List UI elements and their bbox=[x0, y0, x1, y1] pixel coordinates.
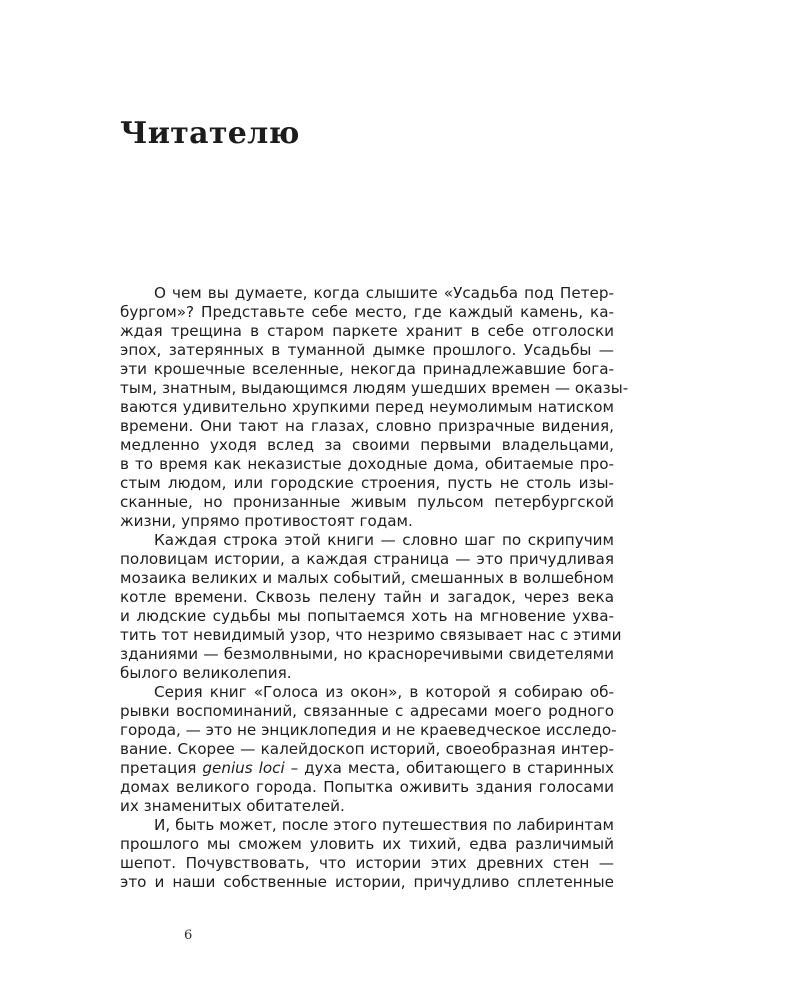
paragraph-3 bbox=[120, 683, 617, 816]
page-title: Читателю bbox=[120, 116, 300, 151]
text-line: мозаика великих и малых событий, смешанных в волшебном bbox=[120, 569, 614, 587]
text-line: города, — это не энциклопедия и не краеведческое исследо- bbox=[120, 721, 617, 739]
text-line: Серия книг «Голоса из окон», в которой я собираю об- bbox=[154, 683, 614, 701]
text-line: шепот. Почувствовать, что истории этих древних стен — bbox=[120, 854, 614, 872]
text-line: котле времени. Сквозь пелену тайн и загадок, через века bbox=[120, 588, 614, 606]
text-line: это и наши собственные истории, причудливо сплетенные bbox=[120, 873, 614, 891]
text-line: тым, знатным, выдающимся людям ушедших времен — оказы- bbox=[120, 379, 629, 397]
body-text bbox=[120, 284, 629, 892]
text-line: претация genius loci – духа места, обитающего в старинных bbox=[120, 759, 614, 777]
text-line: и людские судьбы мы попытаемся хоть на мгновение ухва- bbox=[120, 607, 614, 625]
text-line: вание. Скорее — калейдоскоп историй, своеобразная интер- bbox=[120, 740, 614, 758]
text-line: ваются удивительно хрупкими перед неумолимым натиском bbox=[120, 398, 614, 416]
text-line: жизни, упрямо противостоят годам. bbox=[120, 512, 413, 530]
emphasis: genius loci bbox=[202, 759, 285, 777]
text-line: эти крошечные вселенные, некогда принадлежавшие бога- bbox=[120, 360, 614, 378]
text-line: сканные, но пронизанные живым пульсом петербургской bbox=[120, 493, 614, 511]
text-line: прошлого мы сможем уловить их тихий, едва различимый bbox=[120, 835, 614, 853]
text-line: в то время как неказистые доходные дома, обитаемые про- bbox=[120, 455, 614, 473]
text-line: домах великого города. Попытка оживить здания голосами bbox=[120, 778, 614, 796]
text-line: ждая трещина в старом паркете хранит в себе отголоски bbox=[120, 322, 614, 340]
text-line: рывки воспоминаний, связанные с адресами моего родного bbox=[120, 702, 614, 720]
paragraph-1 bbox=[120, 284, 629, 531]
text-line: половицам истории, а каждая страница — это причудливая bbox=[120, 550, 614, 568]
page-number: 6 bbox=[184, 928, 193, 943]
text-line: былого великолепия. bbox=[120, 664, 292, 682]
text-line: бургом»? Представьте себе место, где каждый камень, ка- bbox=[120, 303, 614, 321]
text-line: медленно уходя вслед за своими первыми владельцами, bbox=[120, 436, 614, 454]
text-line: их знаменитых обитателей. bbox=[120, 797, 345, 815]
text-line: тить тот невидимый узор, что незримо связывает нас с этими bbox=[120, 626, 622, 644]
text-line: стым людом, или городские строения, пусть не столь изы- bbox=[120, 474, 614, 492]
text-line: эпох, затерянных в туманной дымке прошлого. Усадьбы — bbox=[120, 341, 614, 359]
text-line: И, быть может, после этого путешествия по лабиринтам bbox=[154, 816, 614, 834]
paragraph-4 bbox=[120, 816, 614, 892]
text-line: О чем вы думаете, когда слышите «Усадьба под Петер- bbox=[154, 284, 614, 302]
text-line: Каждая строка этой книги — словно шаг по скрипучим bbox=[154, 531, 614, 549]
text-line: времени. Они тают на глазах, словно призрачные видения, bbox=[120, 417, 614, 435]
text-line: зданиями — безмолвными, но красноречивыми свидетелями bbox=[120, 645, 614, 663]
paragraph-2 bbox=[120, 531, 622, 683]
